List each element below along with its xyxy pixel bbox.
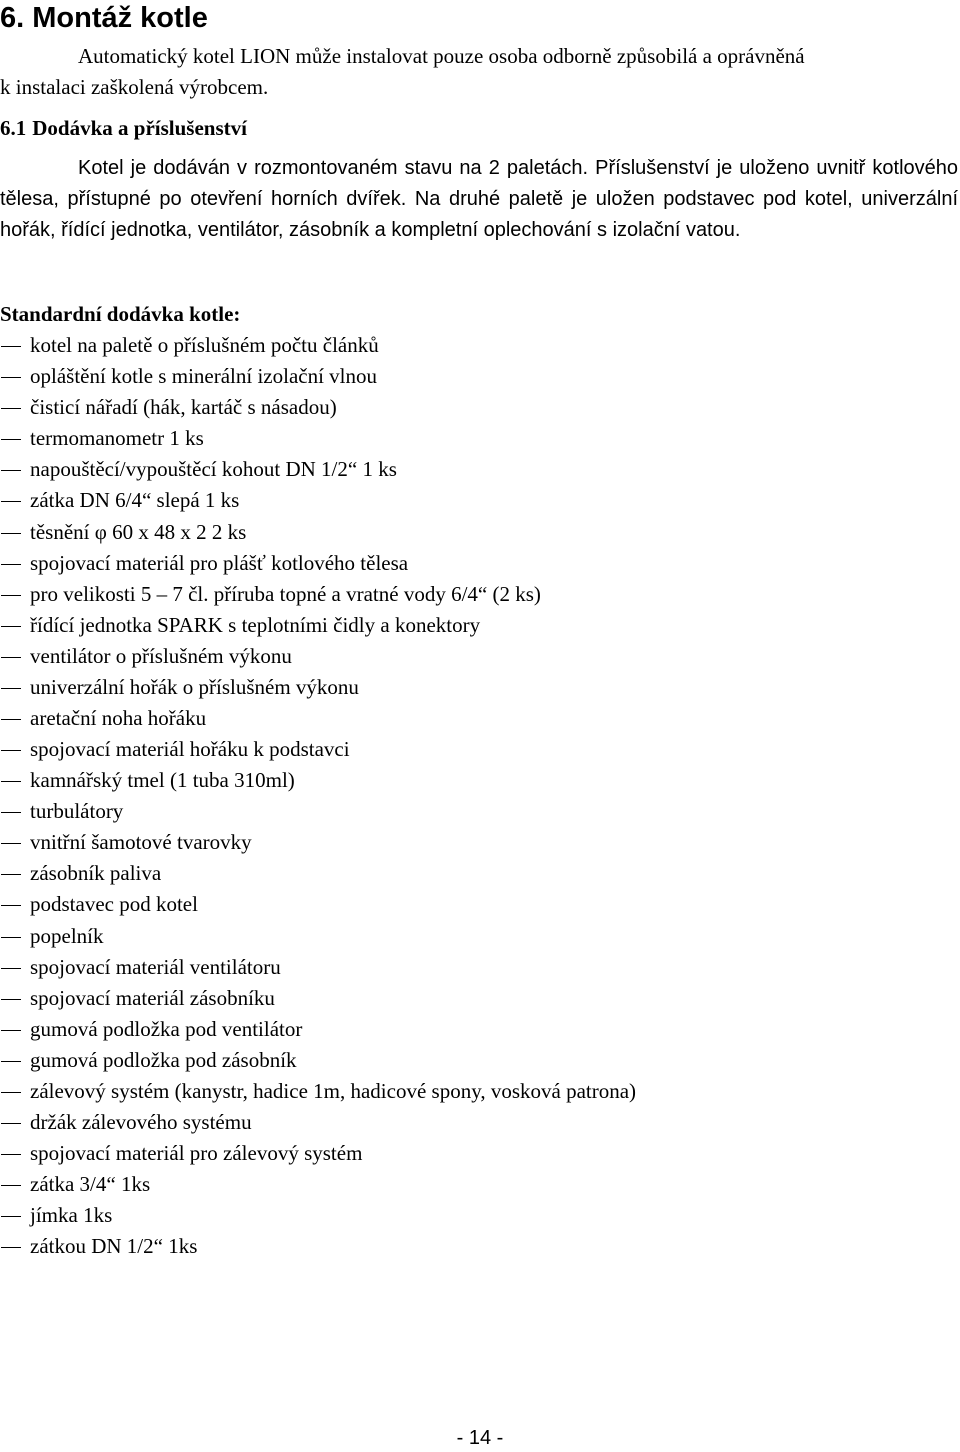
dash-bullet [1,1061,21,1062]
list-item-text: kotel na paletě o příslušném počtu článků [30,333,379,358]
list-item [0,330,636,361]
intro-paragraph [0,41,956,103]
subsection-number: 6.1 [0,116,27,140]
list-item [0,1014,636,1045]
dash-bullet [1,843,21,844]
list-item [0,641,636,672]
list-item-text: spojovací materiál pro plášť kotlového tělesa [30,550,409,575]
list-item-text: držák zálevového systému [30,1109,252,1134]
list-item-text: ventilátor o příslušném výkonu [30,643,292,668]
dash-bullet [1,1247,21,1248]
dash-bullet [1,874,21,875]
dash-bullet [1,812,21,813]
delivery-list [0,330,636,1262]
dash-bullet [1,657,21,658]
list-item-text: aretační noha hořáku [30,705,207,730]
list-item [0,734,636,765]
list-item [0,454,636,485]
list-item [0,858,636,889]
dash-bullet [1,626,21,627]
dash-bullet [1,564,21,565]
dash-bullet [1,937,21,938]
list-item-text: zásobník paliva [30,861,162,886]
dash-bullet [1,1154,21,1155]
list-item-text: gumová podložka pod zásobník [30,1047,297,1072]
dash-bullet [1,688,21,689]
dash-bullet [1,968,21,969]
list-item [0,1138,636,1169]
list-item-text: univerzální hořák o příslušném výkonu [30,674,359,699]
list-item-text: zálevový systém (kanystr, hadice 1m, hadicové spony, vosková patrona) [30,1078,637,1103]
list-item-text: vnitřní šamotové tvarovky [30,830,252,855]
dash-bullet [1,1030,21,1031]
list-item-text: spojovací materiál pro zálevový systém [30,1141,363,1166]
list-item-text: těsnění φ 60 x 48 x 2 2 ks [30,519,247,544]
list-item-text: termomanometr 1 ks [30,426,204,451]
list-item [0,579,636,610]
dash-bullet [1,501,21,502]
section-title: 6. Montáž kotle [0,2,208,34]
list-item [0,516,636,547]
list-item [0,889,636,920]
page-number [0,1424,960,1452]
list-item [0,827,636,858]
list-item [0,1231,636,1262]
description-text: Kotel je dodáván v rozmontovaném stavu na 2 paletách. Příslušenství je uloženo uvnitř kotlového tělesa, přístupné po otevření horních dvířek. Na druhé paletě je uložen podstavec pod kotel, univerzální hořák, řídící jednotka, ventilátor, zásobník a kompletní oplechování s izolační vatou. [0,157,958,241]
list-item-text: popelník [30,923,104,948]
dash-bullet [1,1092,21,1093]
dash-bullet [1,595,21,596]
list-item [0,703,636,734]
list-item-text: spojovací materiál ventilátoru [30,954,281,979]
subsection-title-text: Dodávka a příslušenství [32,116,247,140]
list-item [0,796,636,827]
list-item-text: napouštěcí/vypouštěcí kohout DN 1/2“ 1 ks [30,457,397,482]
dash-bullet [1,1123,21,1124]
subsection-title [0,113,247,144]
list-item [0,361,636,392]
list-item-text: řídící jednotka SPARK s teplotními čidly a konektory [30,612,481,637]
list-item-text: podstavec pod kotel [30,892,198,917]
list-item-text: čisticí nářadí (hák, kartáč s násadou) [30,395,337,420]
dash-bullet [1,781,21,782]
list-item-text: spojovací materiál zásobníku [30,985,275,1010]
dash-bullet [1,439,21,440]
intro-line-1: Automatický kotel LION může instalovat pouze osoba odborně způsobilá a oprávněná [78,44,805,68]
list-item [0,1200,636,1231]
dash-bullet [1,408,21,409]
dash-bullet [1,999,21,1000]
list-item [0,672,636,703]
dash-bullet [1,750,21,751]
list-item-text: pro velikosti 5 – 7 čl. příruba topné a vratné vody 6/4“ (2 ks) [30,581,541,606]
intro-line-2: k instalaci zaškolená výrobcem. [0,75,269,99]
list-item-text: zátka 3/4“ 1ks [30,1172,151,1197]
list-item-text: kamnářský tmel (1 tuba 310ml) [30,768,295,793]
list-item [0,423,636,454]
list-item-text: zátkou DN 1/2“ 1ks [30,1234,198,1259]
dash-bullet [1,905,21,906]
description-paragraph [0,153,958,246]
dash-bullet [1,1216,21,1217]
dash-bullet [1,377,21,378]
delivery-heading: Standardní dodávka kotle: [0,302,241,326]
list-item [0,1076,636,1107]
list-item-text: spojovací materiál hořáku k podstavci [30,737,350,762]
list-item [0,765,636,796]
list-item [0,920,636,951]
list-item-text: jímka 1ks [30,1203,113,1228]
list-item-text: zátka DN 6/4“ slepá 1 ks [30,488,240,513]
list-item [0,1107,636,1138]
list-item [0,610,636,641]
list-item [0,1169,636,1200]
dash-bullet [1,1185,21,1186]
list-item [0,1045,636,1076]
list-item-text: turbulátory [30,799,124,824]
dash-bullet [1,470,21,471]
list-item [0,485,636,516]
dash-bullet [1,719,21,720]
dash-bullet [1,533,21,534]
list-item-text: gumová podložka pod ventilátor [30,1016,303,1041]
list-item [0,548,636,579]
list-item [0,952,636,983]
list-item [0,983,636,1014]
page-number-text: - 14 - [456,1427,504,1449]
list-item [0,392,636,423]
dash-bullet [1,346,21,347]
list-item-text: opláštění kotle s minerální izolační vlnou [30,364,378,389]
